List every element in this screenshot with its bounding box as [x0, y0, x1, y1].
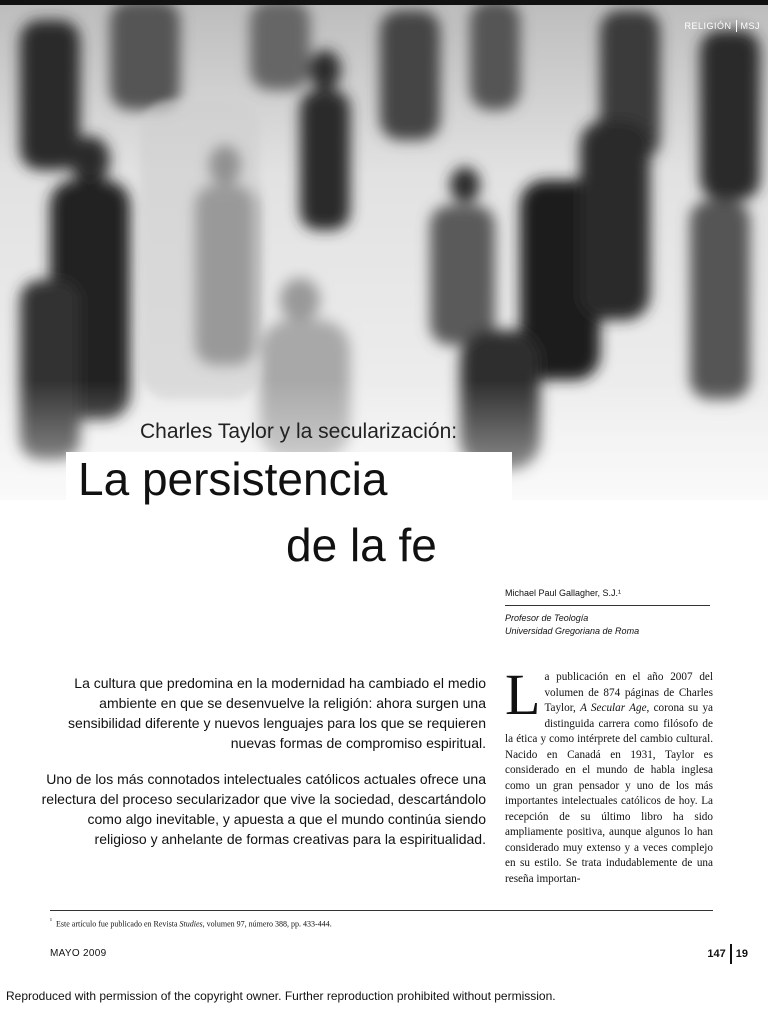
author-divider [505, 605, 710, 606]
issue-date: MAYO 2009 [50, 948, 107, 959]
footnote-text-2: , volumen 97, número 388, pp. 433-444. [202, 919, 332, 929]
page-number-left: 147 [707, 948, 726, 960]
article-title-line-1: La persistencia [78, 453, 388, 505]
section-code: MSJ [740, 21, 760, 31]
footnote-journal: Studies [179, 919, 203, 929]
footnote-divider [50, 910, 713, 911]
body-text-2: , corona su ya distinguida carrera como filósofo de la ética y como intérprete del cambio cultural. Nacido en Canadá en 1931, Taylor es considerado en el mundo de habla inglesa como un gran pensador y uno de los más importantes intelectuales católicos de hoy. La recepción de su último libro ha sido ampliamente positiva, aunque algunos lo han considerado muy extenso y a veces complejo en su estilo. Se trata indudablemente de una reseña importan- [505, 702, 713, 885]
lead-paragraph-1: La cultura que predomina en la modernidad ha cambiado el medio ambiente en que se desenvuelve la religión: ahora surgen una sensibilidad diferente y nuevos lenguajes para los que se requieren nuevas formas de compromiso espiritual. [68, 675, 486, 751]
page-number-right: 19 [735, 948, 748, 960]
author-name: Michael Paul Gallagher, S.J.¹ [505, 588, 622, 598]
author-affiliation [505, 612, 639, 638]
page-numbers [707, 944, 748, 964]
top-rule [0, 0, 768, 5]
article-title-line-2: de la fe [286, 519, 437, 571]
author-role: Profesor de Teología [505, 613, 589, 623]
footnote-marker: ¹ [50, 918, 52, 925]
body-text-1: a publicación en el año 2007 del volumen de 874 páginas de Charles Taylor, [544, 671, 713, 714]
article-subtitle: Charles Taylor y la secularización: [140, 420, 458, 443]
footnote-text-1: Este artículo fue publicado en Revista [56, 919, 180, 929]
lead-paragraph-2: Uno de los más connotados intelectuales católicos actuales ofrece una relectura del proceso secularizador que vive la sociedad, descartándolo como algo inevitable, y apuesta a que el mundo continúa siendo religioso y anhelante de formas creativas para la espiritualidad. [41, 771, 486, 847]
section-tag [684, 20, 760, 32]
body-paragraph [505, 662, 713, 887]
lead-text [40, 673, 486, 865]
author-institution: Universidad Gregoriana de Roma [505, 626, 640, 636]
page-number-separator [730, 944, 732, 964]
section-separator [736, 20, 737, 32]
copyright-notice: Reproduced with permission of the copyright owner. Further reproduction prohibited without permission. [6, 989, 556, 1003]
drop-cap: L [505, 662, 541, 727]
book-title: A Secular Age [580, 702, 647, 714]
body-column [505, 662, 713, 887]
footnote [50, 918, 332, 929]
section-name: RELIGIÓN [684, 21, 732, 31]
